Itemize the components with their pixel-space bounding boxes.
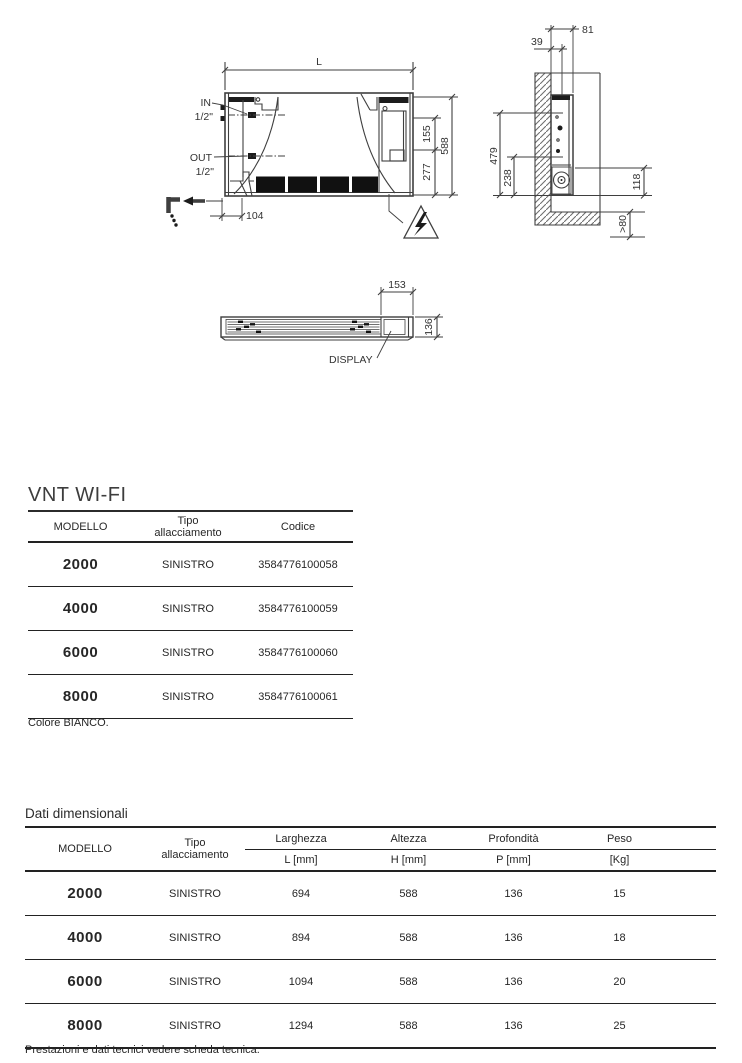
header-modello: MODELLO [28, 512, 133, 542]
cell-tipo: SINISTRO [133, 675, 243, 719]
cell-peso: 25 [567, 1004, 716, 1049]
cell-peso: 20 [567, 960, 716, 1004]
models-table [28, 512, 353, 719]
table-row [28, 587, 353, 631]
header-altezza-unit: H [mm] [357, 850, 460, 872]
cell-codice: 3584776100058 [243, 542, 353, 587]
header-larghezza: Larghezza [245, 827, 357, 850]
header-profondita: Profondità [460, 827, 567, 850]
header-tipo-allacciamento [133, 512, 243, 542]
cell-altezza: 588 [357, 916, 460, 960]
cell-modello: 6000 [25, 960, 145, 1004]
cell-larghezza: 1094 [245, 960, 357, 1004]
dim-label-277: 277 [421, 163, 433, 181]
drain-arrow-icon [167, 197, 223, 227]
table-row [25, 960, 716, 1004]
cell-larghezza: 694 [245, 871, 357, 916]
dimensions-table [25, 826, 716, 1049]
top-view-drawing [221, 279, 443, 366]
header-altezza: Altezza [357, 827, 460, 850]
dim-label-588: 588 [439, 137, 451, 155]
header-peso: Peso [567, 827, 716, 850]
table-row [25, 916, 716, 960]
cell-tipo: SINISTRO [145, 960, 245, 1004]
cell-profondita: 136 [460, 871, 567, 916]
header-larghezza-unit: L [mm] [245, 850, 357, 872]
cell-codice: 3584776100060 [243, 631, 353, 675]
cell-tipo: SINISTRO [133, 542, 243, 587]
cell-larghezza: 894 [245, 916, 357, 960]
cell-tipo: SINISTRO [145, 871, 245, 916]
cell-altezza: 588 [357, 1004, 460, 1049]
cell-altezza: 588 [357, 871, 460, 916]
cell-tipo: SINISTRO [133, 587, 243, 631]
cell-modello: 4000 [25, 916, 145, 960]
cell-modello: 2000 [28, 542, 133, 587]
dim-label-479: 479 [488, 147, 500, 165]
dim-label-118: 118 [631, 173, 643, 191]
dim-label-155: 155 [421, 125, 433, 143]
technical-note: Prestazioni e dati tecnici vedere scheda tecnica. [25, 1044, 260, 1056]
cell-tipo: SINISTRO [133, 631, 243, 675]
table-row [28, 542, 353, 587]
dim-label-gt80: >80 [617, 215, 629, 233]
header-tipo-line2: allacciamento [154, 526, 222, 539]
cell-larghezza: 1294 [245, 1004, 357, 1049]
dim-label-81: 81 [582, 24, 594, 36]
front-grille [256, 177, 378, 193]
dims-header-row-1 [25, 827, 716, 850]
header-codice: Codice [243, 512, 353, 542]
dim-label-238: 238 [502, 169, 514, 187]
cell-modello: 2000 [25, 871, 145, 916]
table-row [28, 631, 353, 675]
cell-modello: 8000 [25, 1004, 145, 1049]
table-row [25, 871, 716, 916]
header-tipo-line1: Tipo [184, 837, 206, 849]
cell-codice: 3584776100061 [243, 675, 353, 719]
outlet-size-label: 1/2" [195, 166, 214, 178]
dim-label-104: 104 [246, 210, 264, 222]
display-label: DISPLAY [329, 354, 373, 366]
dim-label-L: L [316, 56, 322, 68]
color-note: Colore BIANCO. [28, 717, 109, 729]
models-table-header-row [28, 512, 353, 542]
cell-modello: 4000 [28, 587, 133, 631]
inlet-size-label: 1/2" [194, 111, 213, 123]
cell-profondita: 136 [460, 960, 567, 1004]
dim-label-153: 153 [388, 279, 406, 291]
header-modello: MODELLO [25, 827, 145, 871]
cell-profondita: 136 [460, 916, 567, 960]
header-tipo-line1: Tipo [177, 514, 199, 527]
cell-altezza: 588 [357, 960, 460, 1004]
header-profondita-unit: P [mm] [460, 850, 567, 872]
front-view-drawing [167, 56, 458, 238]
header-peso-unit: [Kg] [567, 850, 716, 872]
dimensions-table-title: Dati dimensionali [25, 806, 128, 821]
electrical-hazard-icon [389, 194, 438, 238]
cell-modello: 6000 [28, 631, 133, 675]
table-row [28, 675, 353, 719]
cell-tipo: SINISTRO [145, 916, 245, 960]
side-view-drawing [488, 24, 652, 240]
outlet-label: OUT [189, 152, 212, 164]
technical-drawings [0, 0, 742, 460]
cell-profondita: 136 [460, 1004, 567, 1049]
header-tipo-allacciamento [145, 827, 245, 871]
cell-tipo: SINISTRO [145, 1004, 245, 1049]
inlet-label: IN [200, 97, 211, 109]
cell-peso: 18 [567, 916, 716, 960]
models-table-title: VNT WI-FI [28, 484, 353, 512]
cell-codice: 3584776100059 [243, 587, 353, 631]
cell-peso: 15 [567, 871, 716, 916]
cell-modello: 8000 [28, 675, 133, 719]
header-tipo-line2: allacciamento [161, 849, 229, 861]
dim-label-39: 39 [531, 36, 543, 48]
dim-label-136: 136 [423, 318, 435, 336]
table-row [25, 1004, 716, 1049]
